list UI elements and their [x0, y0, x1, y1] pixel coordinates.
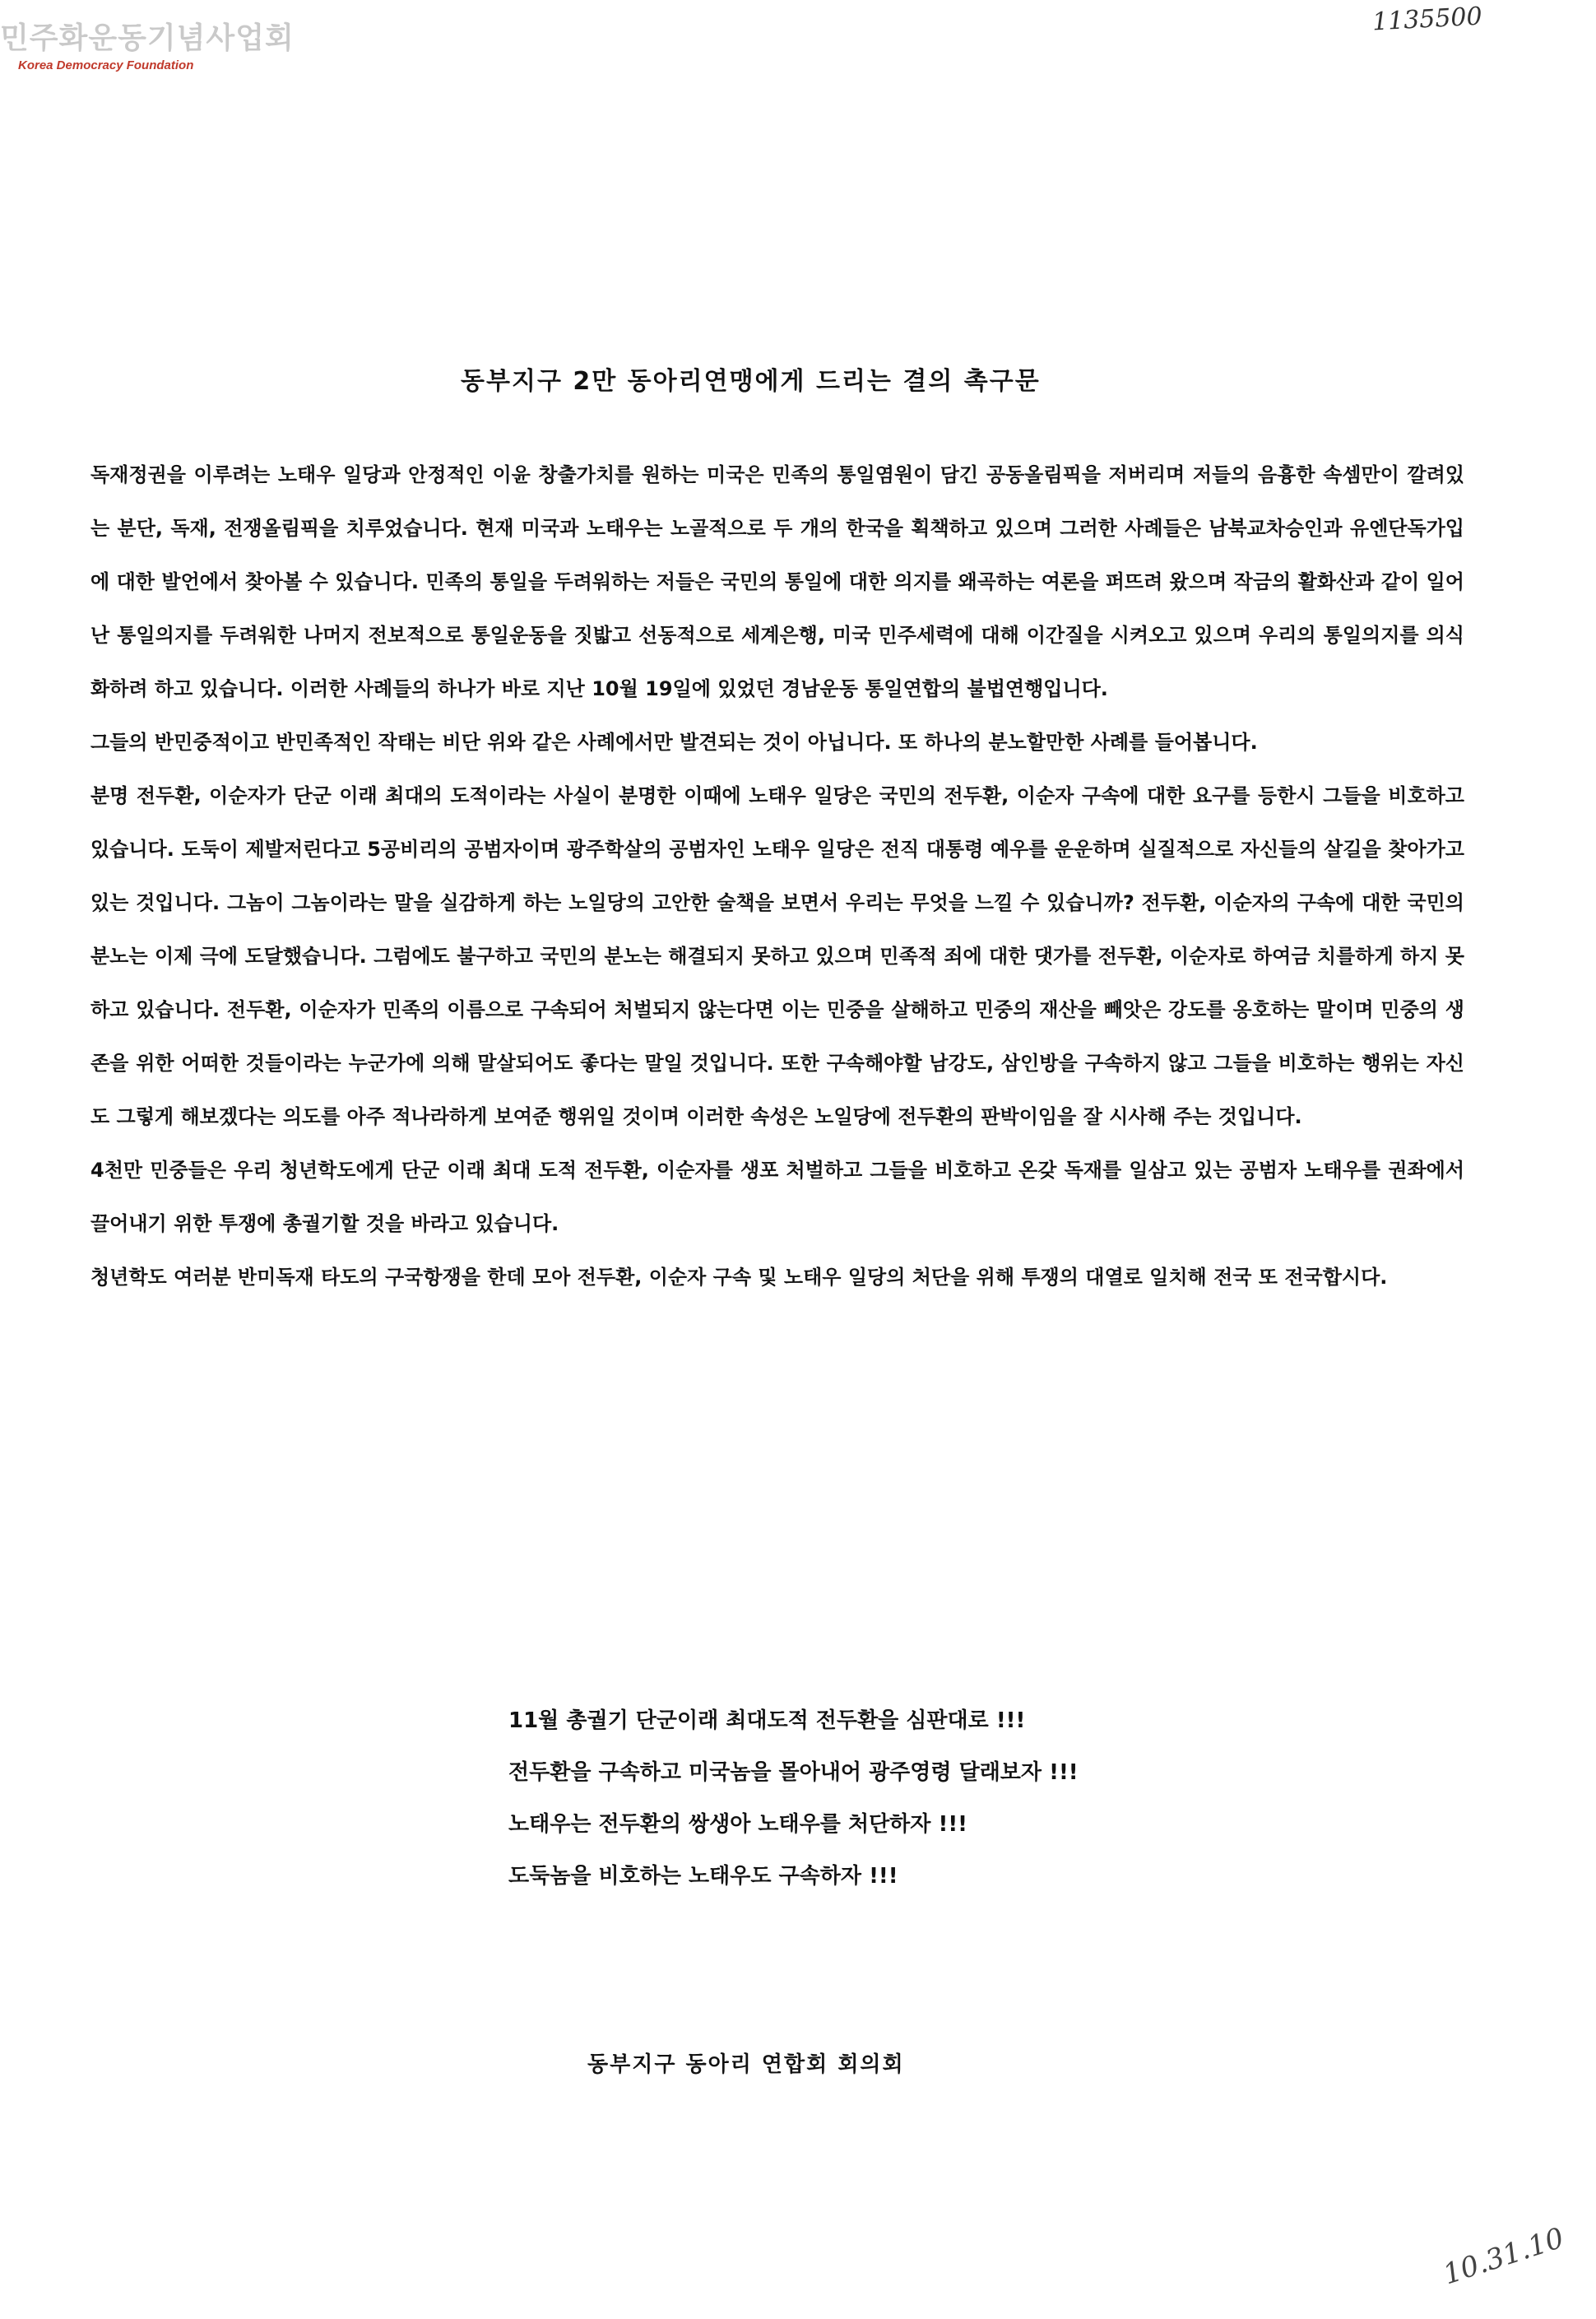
paragraph-3: 분명 전두환, 이순자가 단군 이래 최대의 도적이라는 사실이 분명한 이때에 노태우 일당은 국민의 전두환, 이순자 구속에 대한 요구를 등한시 그들을 비호하고 있습니다. 도둑이 제발저린다고 5공비리의 공범자이며 광주학살의 공범자인 노태우 일당은 전직 대통령 예우를 운운하며 실질적으로 자신들의 살길을 찾아가고 있는 것입니다. 그놈이 그놈이라는 말을 실감하게 하는 노일당의 고안한 술책을 보면서 우리는 무엇을 느낄 수 있습니까? 전두환, 이순자의 구속에 대한 국민의 분노는 이제 극에 도달했습니다. 그럼에도 불구하고 국민의 분노는 해결되지 못하고 있으며 민족적 죄에 대한 댓가를 전두환, 이순자로 하여금 치를하게 하지 못하고 있습니다. 전두환, 이순자가 민족의 이름으로 구속되어 처벌되지 않는다면 이는 민중을 살해하고 민중의 재산을 빼앗은 강도를 옹호하는 말이며 민중의 생존을 위한 어떠한 것들이라는 누군가에 의해 말살되어도 좋다는 말일 것입니다. 또한 구속해야할 남강도, 삼인방을 구속하지 않고 그들을 비호하는 행위는 자신도 그렇게 해보겠다는 의도를 아주 적나라하게 보여준 행위일 것이며 이러한 속성은 노일당에 전두환의 판박이임을 잘 시사해 주는 것입니다.: [90, 784, 1464, 1128]
paragraph-2: 그들의 반민중적이고 반민족적인 작태는 비단 위와 같은 사례에서만 발견되는 것이 아닙니다. 또 하나의 분노할만한 사례를 들어봅니다.: [90, 731, 1258, 754]
document-body: [90, 448, 1464, 1304]
watermark-korean: 민주화운동기념사업회: [0, 21, 295, 55]
watermark-logo: [0, 15, 295, 72]
document-title: 동부지구 2만 동아리연맹에게 드리는 결의 촉구문: [461, 367, 1041, 396]
paragraph-4: 4천만 민중들은 우리 청년학도에게 단군 이래 최대 도적 전두환, 이순자를 생포 처벌하고 그들을 비호하고 온갖 독재를 일삼고 있는 공범자 노태우를 권좌에서 끌어내기 위한 투쟁에 총궐기할 것을 바라고 있습니다.: [90, 1159, 1464, 1235]
slogan-3: 노태우는 전두환의 쌍생아 노태우를 처단하자 !!!: [508, 1812, 968, 1837]
signature-line: 동부지구 동아리 연합회 회의회: [587, 2052, 905, 2077]
slogan-list: [508, 1695, 1331, 1903]
slogan-4: 도둑놈을 비호하는 노태우도 구속하자 !!!: [508, 1864, 898, 1889]
slogan-1: 11월 총궐기 단군이래 최대도적 전두환을 심판대로 !!!: [508, 1708, 1026, 1733]
watermark-english: Korea Democracy Foundation: [18, 58, 194, 72]
paragraph-5: 청년학도 여러분 반미독재 타도의 구국항쟁을 한데 모아 전두환, 이순자 구속 및 노태우 일당의 처단을 위해 투쟁의 대열로 일치해 전국 또 전국합시다.: [90, 1266, 1388, 1289]
handwritten-note: 10.31.10: [1439, 2221, 1568, 2292]
slogan-2: 전두환을 구속하고 미국놈을 몰아내어 광주영령 달래보자 !!!: [508, 1760, 1079, 1785]
paragraph-1: 독재정권을 이루려는 노태우 일당과 안정적인 이윤 창출가치를 원하는 미국은 민족의 통일염원이 담긴 공동올림픽을 저버리며 저들의 음흉한 속셈만이 깔려있는 분단, 독재, 전쟁올림픽을 치루었습니다. 현재 미국과 노태우는 노골적으로 두 개의 한국을 획책하고 있으며 그러한 사례들은 남북교차승인과 유엔단독가입에 대한 발언에서 찾아볼 수 있습니다. 민족의 통일을 두려워하는 저들은 국민의 통일에 대한 의지를 왜곡하는 여론을 퍼뜨려 왔으며 작금의 활화산과 같이 일어난 통일의지를 두려워한 나머지 전보적으로 통일운동을 짓밟고 선동적으로 세계은행, 미국 민주세력에 대해 이간질을 시켜오고 있으며 우리의 통일의지를 의식화하려 하고 있습니다. 이러한 사례들의 하나가 바로 지난 10월 19일에 있었던 경남운동 통일연합의 불법연행입니다.: [90, 463, 1464, 700]
archive-number: 1135500: [1371, 2, 1483, 37]
